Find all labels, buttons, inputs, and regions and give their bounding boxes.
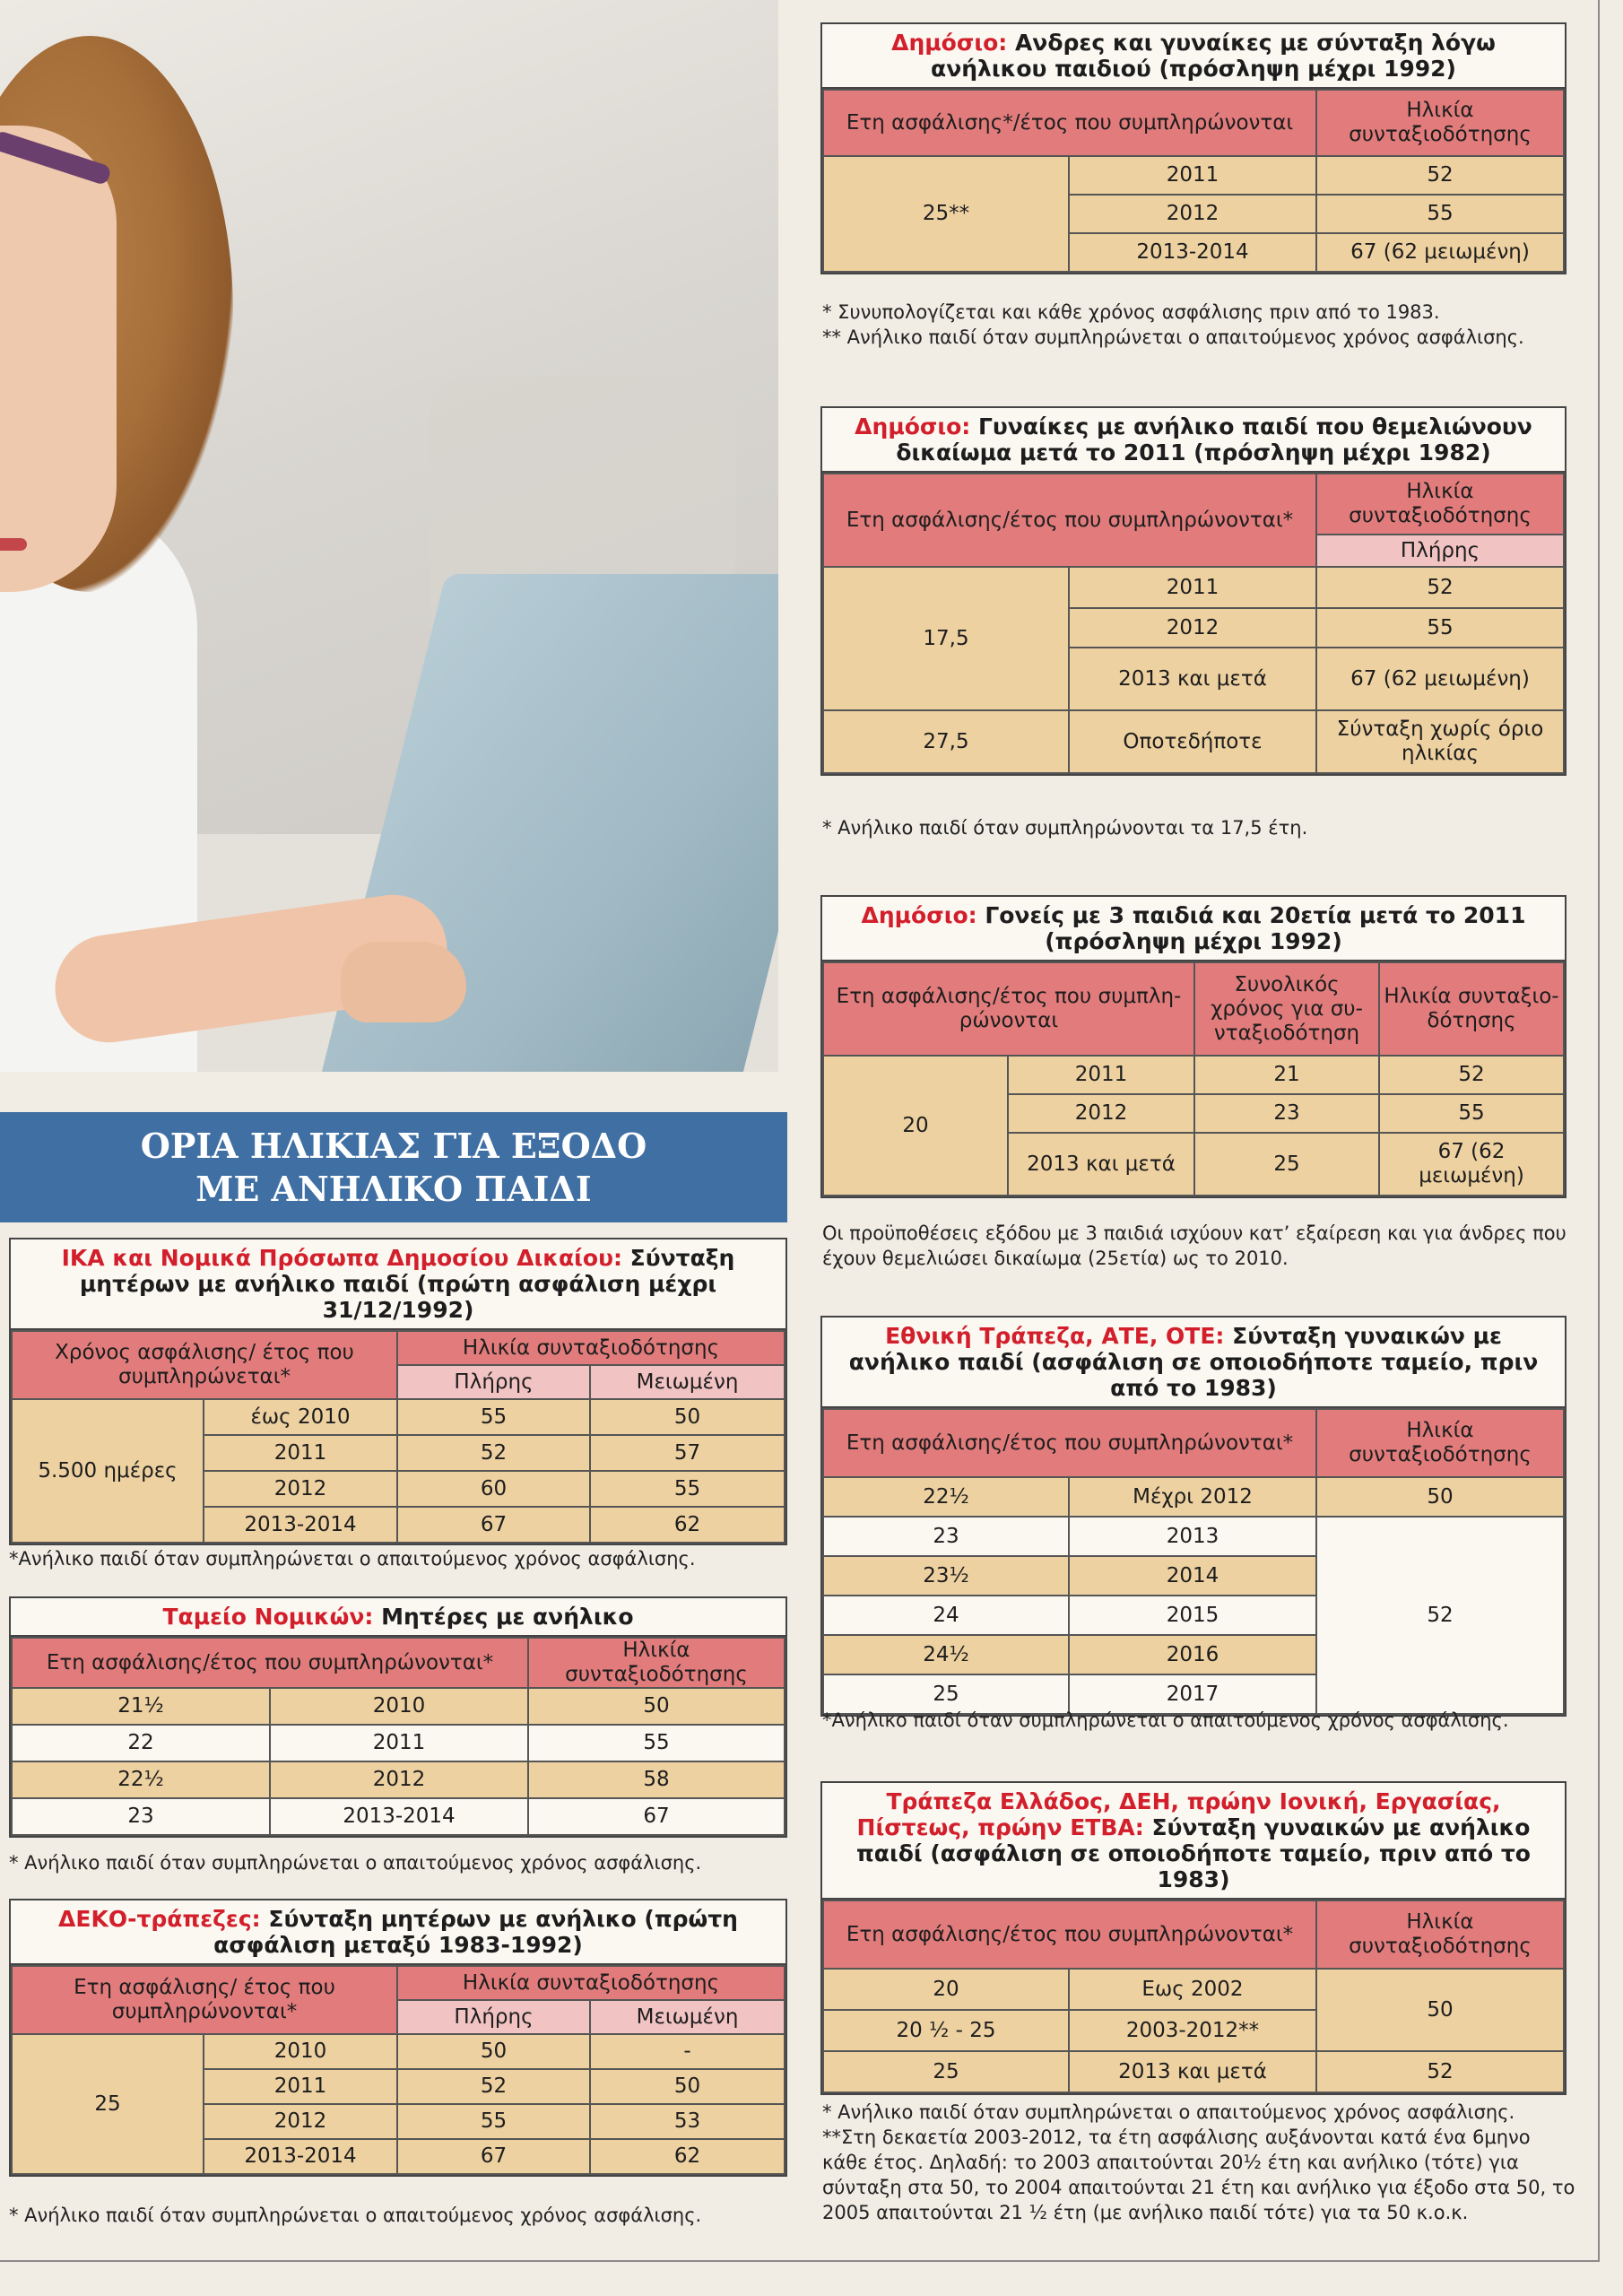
table-header-cell: Ετη ασφάλισης/έτος που συμπλη-ρώνονται xyxy=(823,962,1194,1056)
table-cell: 52 xyxy=(397,2069,590,2104)
table-cell: 23 xyxy=(12,1798,270,1835)
table-bank-of-greece xyxy=(820,1781,1567,2095)
table-cell: 23½ xyxy=(823,1556,1069,1596)
table-cell: 2012 xyxy=(204,1471,397,1507)
text: ΟΡΙΑ ΗΛΙΚΙΑΣ ΓΙΑ ΕΞΟΔΟ xyxy=(140,1125,647,1166)
table-cell: 52 xyxy=(1316,1517,1564,1714)
table-cell: 2013 και μετά xyxy=(1069,2051,1316,2092)
table-public-three-children xyxy=(820,895,1567,1198)
table-cell: 53 xyxy=(590,2104,785,2139)
table-cell: Οποτεδήποτε xyxy=(1069,710,1316,773)
table-cell: 2013 και μετά xyxy=(1008,1133,1194,1196)
text: * Ανήλικο παιδί όταν συμπληρώνεται ο απαιτούμενος χρόνος ασφάλισης. xyxy=(9,1852,702,1874)
text: Οι προϋποθέσεις εξόδου με 3 παιδιά ισχύουν κατ’ εξαίρεση και για άνδρες που έχουν θεμελιώσει δικαίωμα (25ετία) ως το 2010. xyxy=(822,1222,1567,1269)
table-cell: 20 xyxy=(823,1969,1069,2010)
table-header-cell: Ηλικία συνταξιοδότησης xyxy=(1316,474,1564,535)
table-cell: 55 xyxy=(528,1725,785,1761)
table-cell: 2013-2014 xyxy=(1069,233,1316,272)
text: **Στη δεκαετία 2003-2012, τα έτη ασφάλισης αυξάνονται κατά ένα 6μηνο κάθε έτος. Δηλαδή: το 2003 απαιτούνται 20½ έτη και ανήλικο (τότε) για σύνταξη στα 50, το 2004 απαιτούνται 21 έτη και ανήλικο για έξοδο στα 50, το 2005 απαιτούνται 21 ½ έτη (με ανήλικο παιδί τότε) για τα 50 κ.ο.κ. xyxy=(822,2126,1575,2223)
text: Ανδρες και γυναίκες με σύνταξη λόγω ανήλικου παιδιού (πρόσληψη μέχρι 1992) xyxy=(931,30,1496,82)
text: Τράπεζα Ελλάδος, ΔΕΗ, πρώην Ιονική, Εργασίας, Πίστεως, πρώην ΕΤΒΑ: xyxy=(856,1788,1501,1840)
table-cell: 2012 xyxy=(1069,608,1316,648)
text: *Ανήλικο παιδί όταν συμπληρώνεται ο απαιτούμενος χρόνος ασφάλισης. xyxy=(9,1548,696,1570)
table-cell: 17,5 xyxy=(823,567,1069,710)
table-title xyxy=(11,1598,785,1637)
table-header-cell: Συνολικός χρόνος για συ-νταξιοδότηση xyxy=(1194,962,1379,1056)
table-cell: έως 2010 xyxy=(204,1399,397,1435)
table-cell: 52 xyxy=(1316,156,1564,195)
table-cell: 25 xyxy=(823,1674,1069,1714)
table-national-bank xyxy=(820,1316,1567,1717)
table-cell: 24 xyxy=(823,1596,1069,1635)
table-header-cell: Ετη ασφάλισης/ έτος που συμπληρώνονται* xyxy=(12,1966,397,2034)
table-title xyxy=(822,1783,1565,1900)
table-cell: 23 xyxy=(1194,1094,1379,1133)
table-cell: 55 xyxy=(1316,608,1564,648)
table-cell: 27,5 xyxy=(823,710,1069,773)
table-cell: 67 (62 μειωμένη) xyxy=(1379,1133,1564,1196)
table-public-women-after-2011 xyxy=(820,406,1567,776)
table-title xyxy=(822,1318,1565,1408)
table-cell: 2012 xyxy=(1008,1094,1194,1133)
table-header-cell: Μειωμένη xyxy=(590,1365,785,1399)
table-cell: 2012 xyxy=(1069,195,1316,233)
table-cell: 50 xyxy=(528,1688,785,1725)
table-cell: 21½ xyxy=(12,1688,270,1725)
table-header-cell: Πλήρης xyxy=(397,1365,590,1399)
text: Σύνταξη γυναικών με ανήλικο παιδί (ασφάλιση σε οποιοδήποτε ταμείο, πριν από το 1983) xyxy=(856,1814,1531,1892)
table-cell: 62 xyxy=(590,1507,785,1543)
table-cell: 5.500 ημέρες xyxy=(12,1399,204,1543)
table-header-cell: Ετη ασφάλισης/έτος που συμπληρώνονται* xyxy=(823,474,1316,567)
text: Σύνταξη μητέρων με ανήλικο (πρώτη ασφάλιση μεταξύ 1983-1992) xyxy=(213,1906,738,1958)
table-header-cell: Ετη ασφάλισης/έτος που συμπληρώνονται* xyxy=(823,1409,1316,1477)
text: ** Ανήλικο παιδί όταν συμπληρώνεται ο απαιτούμενος χρόνος ασφάλισης. xyxy=(822,326,1524,348)
table-cell: 60 xyxy=(397,1471,590,1507)
table-title xyxy=(822,24,1565,89)
table-cell: 2010 xyxy=(204,2034,397,2069)
table-cell: 52 xyxy=(1379,1056,1564,1094)
table-cell: 67 (62 μειωμένη) xyxy=(1316,648,1564,710)
table-cell: 50 xyxy=(590,2069,785,2104)
table-ika xyxy=(9,1238,787,1545)
table-cell: 62 xyxy=(590,2139,785,2174)
table-cell: 20 ½ - 25 xyxy=(823,2010,1069,2051)
table-title xyxy=(11,1239,785,1330)
table-cell: 67 xyxy=(397,1507,590,1543)
table-cell: 2013 και μετά xyxy=(1069,648,1316,710)
table-header-cell: Ετη ασφάλισης*/έτος που συμπληρώνονται xyxy=(823,90,1316,156)
table-header-cell: Ετη ασφάλισης/έτος που συμπληρώνονται* xyxy=(823,1900,1316,1969)
table-header-cell: Ηλικία συνταξιοδότησης xyxy=(1316,1409,1564,1477)
table-cell: 2013-2014 xyxy=(204,1507,397,1543)
table-cell: 50 xyxy=(1316,1477,1564,1517)
text: * Ανήλικο παιδί όταν συμπληρώνονται τα 17,5 έτη. xyxy=(822,817,1308,839)
table-header-cell: Χρόνος ασφάλισης/ έτος που συμπληρώνεται* xyxy=(12,1331,397,1399)
table-header-cell: Πλήρης xyxy=(397,2000,590,2034)
table-cell: 2013-2014 xyxy=(270,1798,528,1835)
table-header-cell: Ηλικία συνταξιο-δότησης xyxy=(1379,962,1564,1056)
text: Δημόσιο: xyxy=(861,902,977,928)
text: * Ανήλικο παιδί όταν συμπληρώνεται ο απαιτούμενος χρόνος ασφάλισης. xyxy=(822,2101,1515,2123)
table-cell: 2013 xyxy=(1069,1517,1316,1556)
table-cell: 2013-2014 xyxy=(204,2139,397,2174)
table-cell: Μέχρι 2012 xyxy=(1069,1477,1316,1517)
divider xyxy=(0,2260,1600,2262)
table-cell: 20 xyxy=(823,1056,1008,1196)
table-cell: 55 xyxy=(1316,195,1564,233)
table-cell: 2011 xyxy=(204,2069,397,2104)
table-cell: 2003-2012** xyxy=(1069,2010,1316,2051)
table-cell: 52 xyxy=(1316,567,1564,608)
table-cell: 25 xyxy=(1194,1133,1379,1196)
table-cell: 52 xyxy=(1316,2051,1564,2092)
table-cell: 2016 xyxy=(1069,1635,1316,1674)
divider xyxy=(1598,0,1600,2260)
table-cell: 22½ xyxy=(12,1761,270,1798)
table-cell: 2015 xyxy=(1069,1596,1316,1635)
text: Σύνταξη γυναικών με ανήλικο παιδί (ασφάλιση σε οποιοδήποτε ταμείο, πριν από το 1983) xyxy=(848,1323,1539,1401)
table-cell: 67 xyxy=(528,1798,785,1835)
table-header-cell: Ηλικία συνταξιοδότησης xyxy=(397,1966,785,2000)
text: *Ανήλικο παιδί όταν συμπληρώνεται ο απαιτούμενος χρόνος ασφάλισης. xyxy=(822,1709,1509,1731)
text: Δημόσιο: xyxy=(891,30,1008,56)
table-cell: 2014 xyxy=(1069,1556,1316,1596)
table-cell: 55 xyxy=(397,2104,590,2139)
girl-laptop-photo xyxy=(0,0,778,1072)
table-cell: 55 xyxy=(1379,1094,1564,1133)
table-deko-banks xyxy=(9,1899,787,2177)
text: * Ανήλικο παιδί όταν συμπληρώνεται ο απαιτούμενος χρόνος ασφάλισης. xyxy=(9,2205,702,2226)
table-cell: 2017 xyxy=(1069,1674,1316,1714)
table-cell: 2012 xyxy=(204,2104,397,2139)
table-cell: 55 xyxy=(590,1471,785,1507)
table-cell: 50 xyxy=(397,2034,590,2069)
table-cell: 50 xyxy=(1316,1969,1564,2051)
table-cell: 25 xyxy=(12,2034,204,2174)
table-cell: 25 xyxy=(823,2051,1069,2092)
table-cell: 55 xyxy=(397,1399,590,1435)
table-header-cell: Ηλικία συνταξιοδότησης xyxy=(1316,90,1564,156)
table-cell: Εως 2002 xyxy=(1069,1969,1316,2010)
table-cell: 67 xyxy=(397,2139,590,2174)
table-public-minor-child xyxy=(820,22,1567,274)
table-header-cell: Μειωμένη xyxy=(590,2000,785,2034)
table-cell: 22 xyxy=(12,1725,270,1761)
text: Γυναίκες με ανήλικο παιδί που θεμελιώνουν δικαίωμα μετά το 2011 (πρόσληψη μέχρι 1982) xyxy=(896,413,1532,465)
table-cell: 21 xyxy=(1194,1056,1379,1094)
table-header-cell: Ηλικία συνταξιοδότησης xyxy=(1316,1900,1564,1969)
text: Εθνική Τράπεζα, ΑΤΕ, ΟΤΕ: xyxy=(885,1323,1225,1349)
table-cell: 57 xyxy=(590,1435,785,1471)
text: ΙΚΑ και Νομικά Πρόσωπα Δημοσίου Δικαίου: xyxy=(61,1245,622,1271)
text: Ταμείο Νομικών: xyxy=(162,1604,374,1630)
table-cell: 2011 xyxy=(270,1725,528,1761)
text: Μητέρες με ανήλικο xyxy=(373,1604,634,1630)
table-cell: 58 xyxy=(528,1761,785,1798)
table-header-cell: Ετη ασφάλισης/έτος που συμπληρώνονται* xyxy=(12,1638,528,1688)
table-cell: - xyxy=(590,2034,785,2069)
text: Δημόσιο: xyxy=(855,413,971,439)
text: ΔΕΚΟ-τράπεζες: xyxy=(58,1906,261,1932)
section-banner xyxy=(0,1112,787,1222)
table-cell: 25** xyxy=(823,156,1069,272)
table-cell: 52 xyxy=(397,1435,590,1471)
table-lawyers-fund xyxy=(9,1596,787,1838)
table-cell: 23 xyxy=(823,1517,1069,1556)
text: ΜΕ ΑΝΗΛΙΚΟ ΠΑΙΔΙ xyxy=(195,1168,592,1209)
table-cell: 2010 xyxy=(270,1688,528,1725)
table-cell: 22½ xyxy=(823,1477,1069,1517)
table-cell: 24½ xyxy=(823,1635,1069,1674)
table-cell: 2011 xyxy=(1008,1056,1194,1094)
table-cell: 2012 xyxy=(270,1761,528,1798)
table-cell: Σύνταξη χωρίς όριο ηλικίας xyxy=(1316,710,1564,773)
table-title xyxy=(822,897,1565,961)
table-cell: 2011 xyxy=(1069,567,1316,608)
table-cell: 2011 xyxy=(204,1435,397,1471)
table-header-cell: Ηλικία συνταξιοδότησης xyxy=(397,1331,785,1365)
table-cell: 2011 xyxy=(1069,156,1316,195)
text: Σύνταξη μητέρων με ανήλικο παιδί (πρώτη ασφάλιση μέχρι 31/12/1992) xyxy=(79,1245,735,1323)
table-header-cell: Πλήρης xyxy=(1316,535,1564,567)
table-header-cell: Ηλικία συνταξιοδότησης xyxy=(528,1638,785,1688)
table-cell: 50 xyxy=(590,1399,785,1435)
table-title xyxy=(822,408,1565,473)
table-title xyxy=(11,1900,785,1965)
table-cell: 67 (62 μειωμένη) xyxy=(1316,233,1564,272)
text: * Συνυπολογίζεται και κάθε χρόνος ασφάλισης πριν από το 1983. xyxy=(822,301,1440,323)
text: Γονείς με 3 παιδιά και 20ετία μετά το 2011 (πρόσληψη μέχρι 1992) xyxy=(976,902,1526,954)
